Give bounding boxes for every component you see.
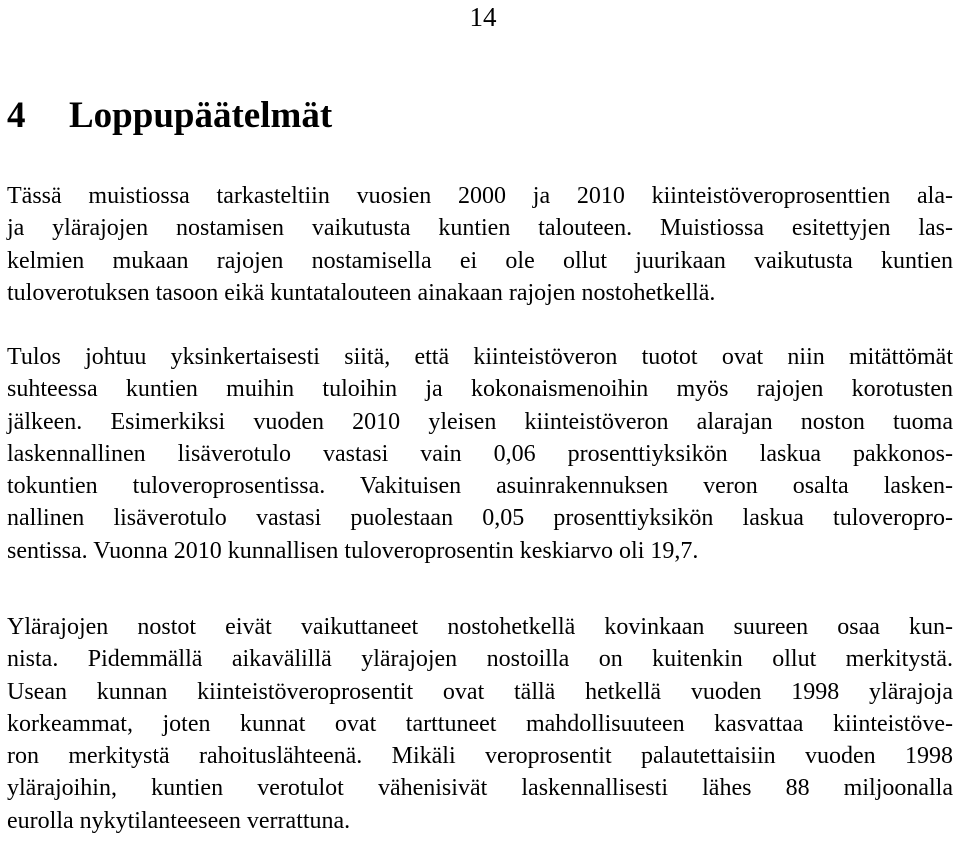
text-line: ron merkitystä rahoituslähteenä. Mikäli veroprosentit palautettaisiin vuoden 1998 xyxy=(7,743,953,770)
section-number: 4 xyxy=(7,95,26,136)
section-title: Loppupäätelmät xyxy=(69,95,333,136)
text-line: suhteessa kuntien muihin tuloihin ja kokonaismenoihin myös rajojen korotusten xyxy=(7,376,953,403)
text-line: kelmien mukaan rajojen nostamisella ei ole ollut juurikaan vaikutusta kuntien xyxy=(7,247,953,274)
text-line: jälkeen. Esimerkiksi vuoden 2010 yleisen kiinteistöveron alarajan noston tuoma xyxy=(7,408,953,435)
text-line: nista. Pidemmällä aikavälillä ylärajojen nostoilla on kuitenkin ollut merkitystä. xyxy=(7,646,953,673)
section-heading xyxy=(7,93,332,139)
text-line: nallinen lisäverotulo vastasi puolestaan 0,05 prosenttiyksikön laskua tuloveropro- xyxy=(7,505,953,532)
text-line: Tulos johtuu yksinkertaisesti siitä, että kiinteistöveron tuotot ovat niin mitättömät xyxy=(7,344,953,370)
text-line: eurolla nykytilanteeseen verrattuna. xyxy=(7,807,351,834)
text-line: Usean kunnan kiinteistöveroprosentit ovat tällä hetkellä vuoden 1998 ylärajoja xyxy=(7,678,953,705)
text-line: sentissa. Vuonna 2010 kunnallisen tuloveroprosentin keskiarvo oli 19,7. xyxy=(7,537,699,564)
page-number: 14 xyxy=(469,2,497,32)
text-line: ylärajoihin, kuntien verotulot vähenisivät laskennallisesti lähes 88 miljoonalla xyxy=(7,775,953,802)
text-line: laskennallinen lisäverotulo vastasi vain 0,06 prosenttiyksikön laskua pakkonos- xyxy=(7,440,953,467)
text-line: Ylärajojen nostot eivät vaikuttaneet nostohetkellä kovinkaan suureen osaa kun- xyxy=(7,614,953,640)
text-line: korkeammat, joten kunnat ovat tarttuneet mahdollisuuteen kasvattaa kiinteistöve- xyxy=(7,710,953,737)
paragraph-3 xyxy=(7,611,953,837)
text-line: tokuntien tuloveroprosentissa. Vakituisen asuinrakennuksen veron osalta lasken- xyxy=(7,473,953,500)
text-line: tuloverotuksen tasoon eikä kuntatalouteen ainakaan rajojen nostohetkellä. xyxy=(7,279,716,306)
text-line: ja ylärajojen nostamisen vaikutusta kuntien talouteen. Muistiossa esitettyjen las- xyxy=(7,215,953,242)
paragraph-2 xyxy=(7,341,953,567)
text-line: Tässä muistiossa tarkasteltiin vuosien 2000 ja 2010 kiinteistöveroprosenttien ala- xyxy=(7,183,953,209)
paragraph-1 xyxy=(7,180,953,309)
